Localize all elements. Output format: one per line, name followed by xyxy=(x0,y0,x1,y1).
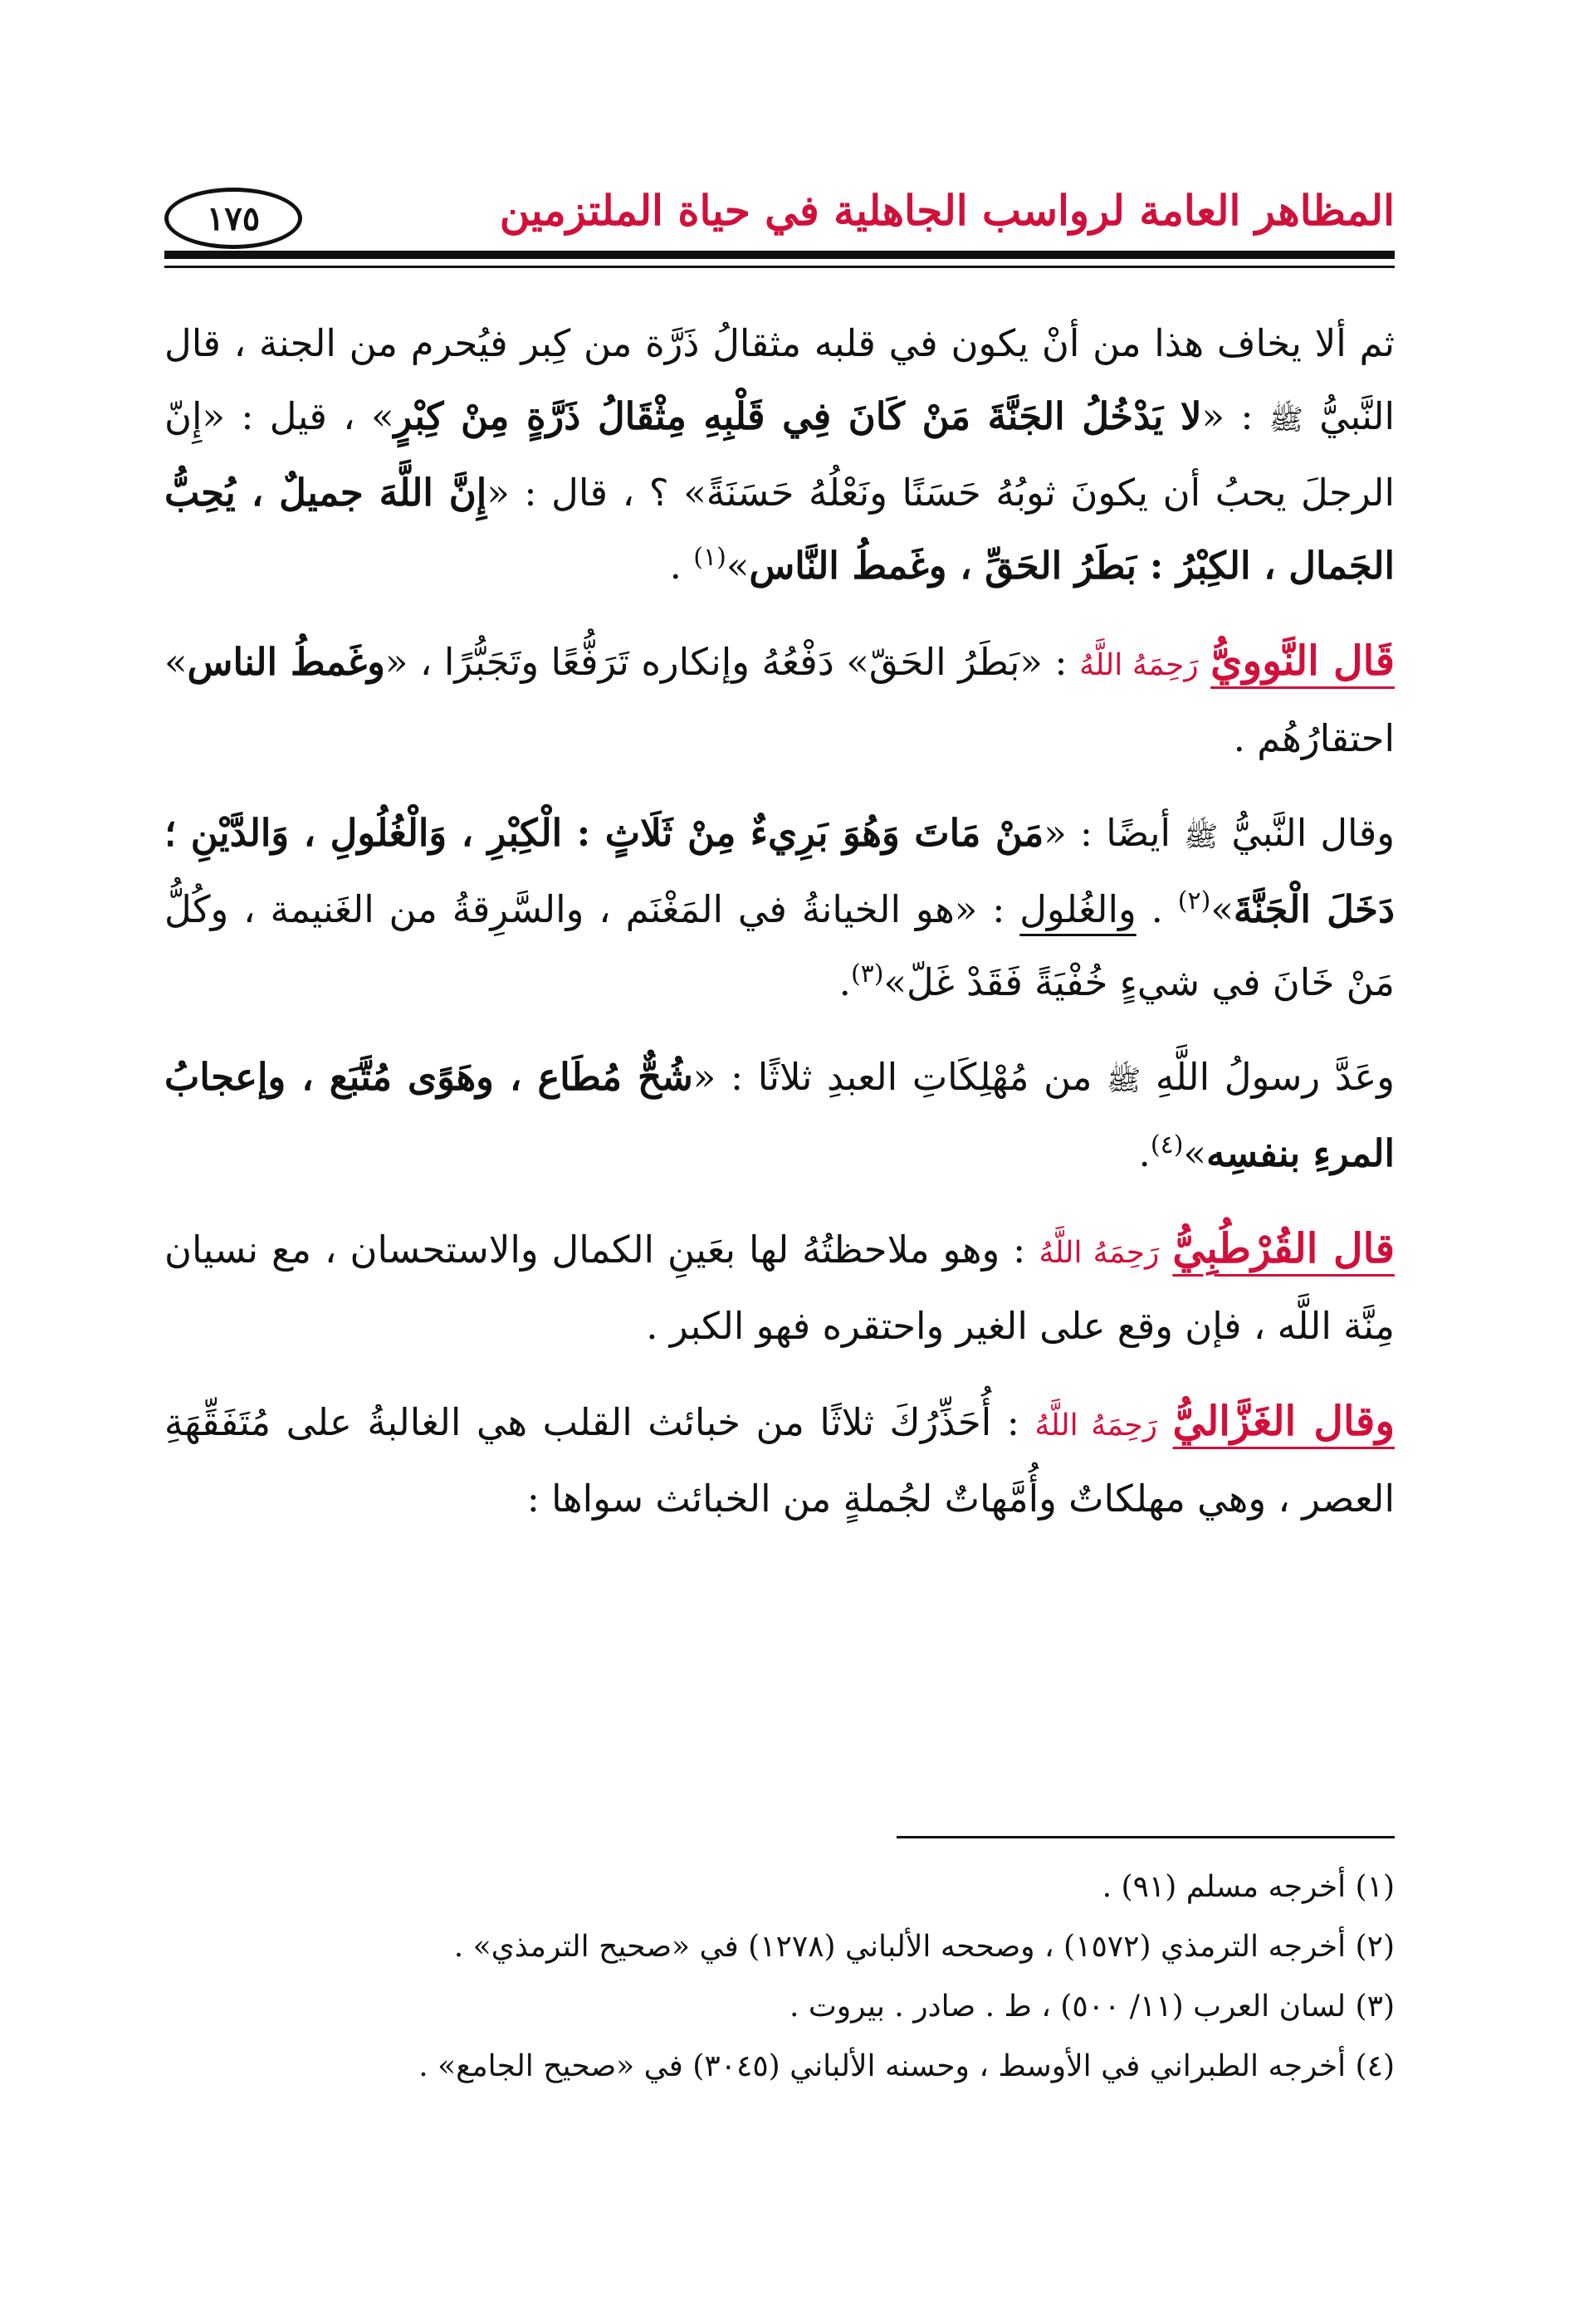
text-run: . xyxy=(1138,1131,1151,1175)
header-rule-thin xyxy=(164,266,1395,268)
text-run: » xyxy=(1210,887,1234,931)
hadith-quote: مَنْ مَاتَ وَهُوَ بَرِيءٌ مِنْ ثَلَاثٍ : الْكِبْرِ ، وَالْغُلُولِ ، وَالدَّيْنِ ؛ دَخَلَ الْجَنَّةَ xyxy=(164,811,1395,931)
text-run: » احتقارُهُم . xyxy=(164,640,1395,760)
paragraph-6 xyxy=(164,1384,1395,1536)
text-run: » xyxy=(1183,1131,1206,1175)
salawat-glyph: ﷺ xyxy=(1107,1064,1141,1097)
hadith-quote: شُحٌّ مُطَاع ، وهَوًى مُتَّبَع ، وإعجابُ المرءِ بنفسِه xyxy=(164,1055,1395,1175)
quoted-phrase: وغَمطُ الناس xyxy=(187,640,385,684)
paragraph-2 xyxy=(164,624,1395,775)
footnote-3: (٣) لسان العرب (١١/ ٥٠٠) ، ط . صادر . بيروت . xyxy=(789,1990,1395,2024)
text-run: وعَدَّ رسولُ اللَّهِ xyxy=(1155,1055,1395,1099)
text-run: من مُهْلِكَاتِ العبدِ ثلاثًا : « xyxy=(692,1055,1107,1099)
paragraph-4 xyxy=(164,1041,1395,1190)
text-run: : أُحَذِّرُكَ ثلاثًا من خبائث القلب هي الغالبةُ على مُتَفَقِّهَةِ العصر ، وهي مهلكاتٌ وأُمَّهاتٌ لجُملةٍ من الخبائث سواها : xyxy=(164,1400,1395,1521)
salawat-glyph: ﷺ xyxy=(1269,403,1303,437)
page-number: ١٧٥ xyxy=(164,188,302,249)
text-run: : « xyxy=(1201,394,1269,438)
text-run: : وهو ملاحظتُهُ لها بعَينِ الكمال والاستحسان ، مع نسيان مِنَّة اللَّه ، فإن وقع على الغير واحتقره فهو الكبر . xyxy=(164,1228,1395,1348)
footnotes xyxy=(164,1858,1395,2097)
speaker-name: قال القُرْطُبِيُّ xyxy=(1172,1224,1395,1272)
text-run: » xyxy=(726,544,750,588)
paragraph-5 xyxy=(164,1212,1395,1363)
honorific: رَحِمَهُ اللَّهُ xyxy=(1039,1236,1160,1270)
salawat-glyph: ﷺ xyxy=(1184,820,1219,853)
honorific: رَحِمَهُ اللَّهُ xyxy=(1034,1409,1158,1443)
text-run: . xyxy=(669,544,694,588)
body-text xyxy=(164,307,1395,1557)
text-run: : «بَطَرُ الحَقّ» دَفْعُهُ وإنكاره تَرَفُّعًا وتَجَبُّرًا ، « xyxy=(384,640,1080,684)
text-run: : «هو الخيانةُ في المَغْنَم ، والسَّرِقةُ من الغَنيمة ، وكُلُّ مَنْ خَانَ في شيءٍ خُفْيَةً فَقَدْ غَلّ» xyxy=(164,887,1395,1004)
paragraph-3 xyxy=(164,797,1395,1019)
running-title: المظاهر العامة لرواسب الجاهلية في حياة الملتزمين xyxy=(499,186,1395,235)
footnote-1: (١) أخرجه مسلم (٩١) . xyxy=(1102,1870,1395,1904)
footnote-ref: (٤) xyxy=(1150,1130,1184,1160)
hadith-quote: لا يَدْخُلُ الجَنَّةَ مَنْ كَانَ فِي قَلْبِهِ مِثْقَالُ ذَرَّةٍ مِنْ كِبْرٍ xyxy=(394,394,1202,438)
speaker-name: وقال الغَزَّاليُّ xyxy=(1172,1397,1396,1445)
footnote-divider xyxy=(897,1836,1395,1838)
header-rule-thick xyxy=(164,251,1395,259)
defined-term: والغُلول xyxy=(1019,887,1137,931)
honorific: رَحِمَهُ اللَّهُ xyxy=(1079,648,1199,682)
speaker-name: قَال النَّوويُّ xyxy=(1210,637,1395,685)
paragraph-1 xyxy=(164,307,1395,603)
footnote-2: (٢) أخرجه الترمذي (١٥٧٢) ، وصححه الألباني (١٢٧٨) في «صحيح الترمذي» . xyxy=(453,1930,1395,1964)
text-run: أيضًا : « xyxy=(1044,811,1185,855)
footnote-ref: (٢) xyxy=(1177,886,1211,915)
footnote-ref: (١) xyxy=(693,543,726,572)
text-run: ثم ألا يخاف هذا من أنْ يكون في قلبه مثقالُ ذَرَّة من كِبر فيُحرم من الجنة ، قال النَّبيُّ xyxy=(164,321,1395,438)
text-run: » ، قيل : «إِنّ الرجلَ يحبُ أن يكونَ ثوبُهُ حَسَنًا ونَعْلُهُ حَسَنَةً» ؟ ، قال : « xyxy=(164,394,1395,515)
text-run: . xyxy=(1136,887,1178,931)
hadith-quote: إِنَّ اللَّهَ جميلٌ ، يُحِبُّ الجَمال ، الكِبْرُ : بَطَرُ الحَقِّ ، وغَمطُ النَّاس xyxy=(164,471,1395,588)
footnote-ref: (٣) xyxy=(850,959,884,989)
text-run: وقال النَّبيُّ xyxy=(1231,811,1395,855)
text-run: . xyxy=(838,960,851,1004)
footnote-4: (٤) أخرجه الطبراني في الأوسط ، وحسنه الألباني (٣٠٤٥) في «صحيح الجامع» . xyxy=(418,2049,1395,2083)
